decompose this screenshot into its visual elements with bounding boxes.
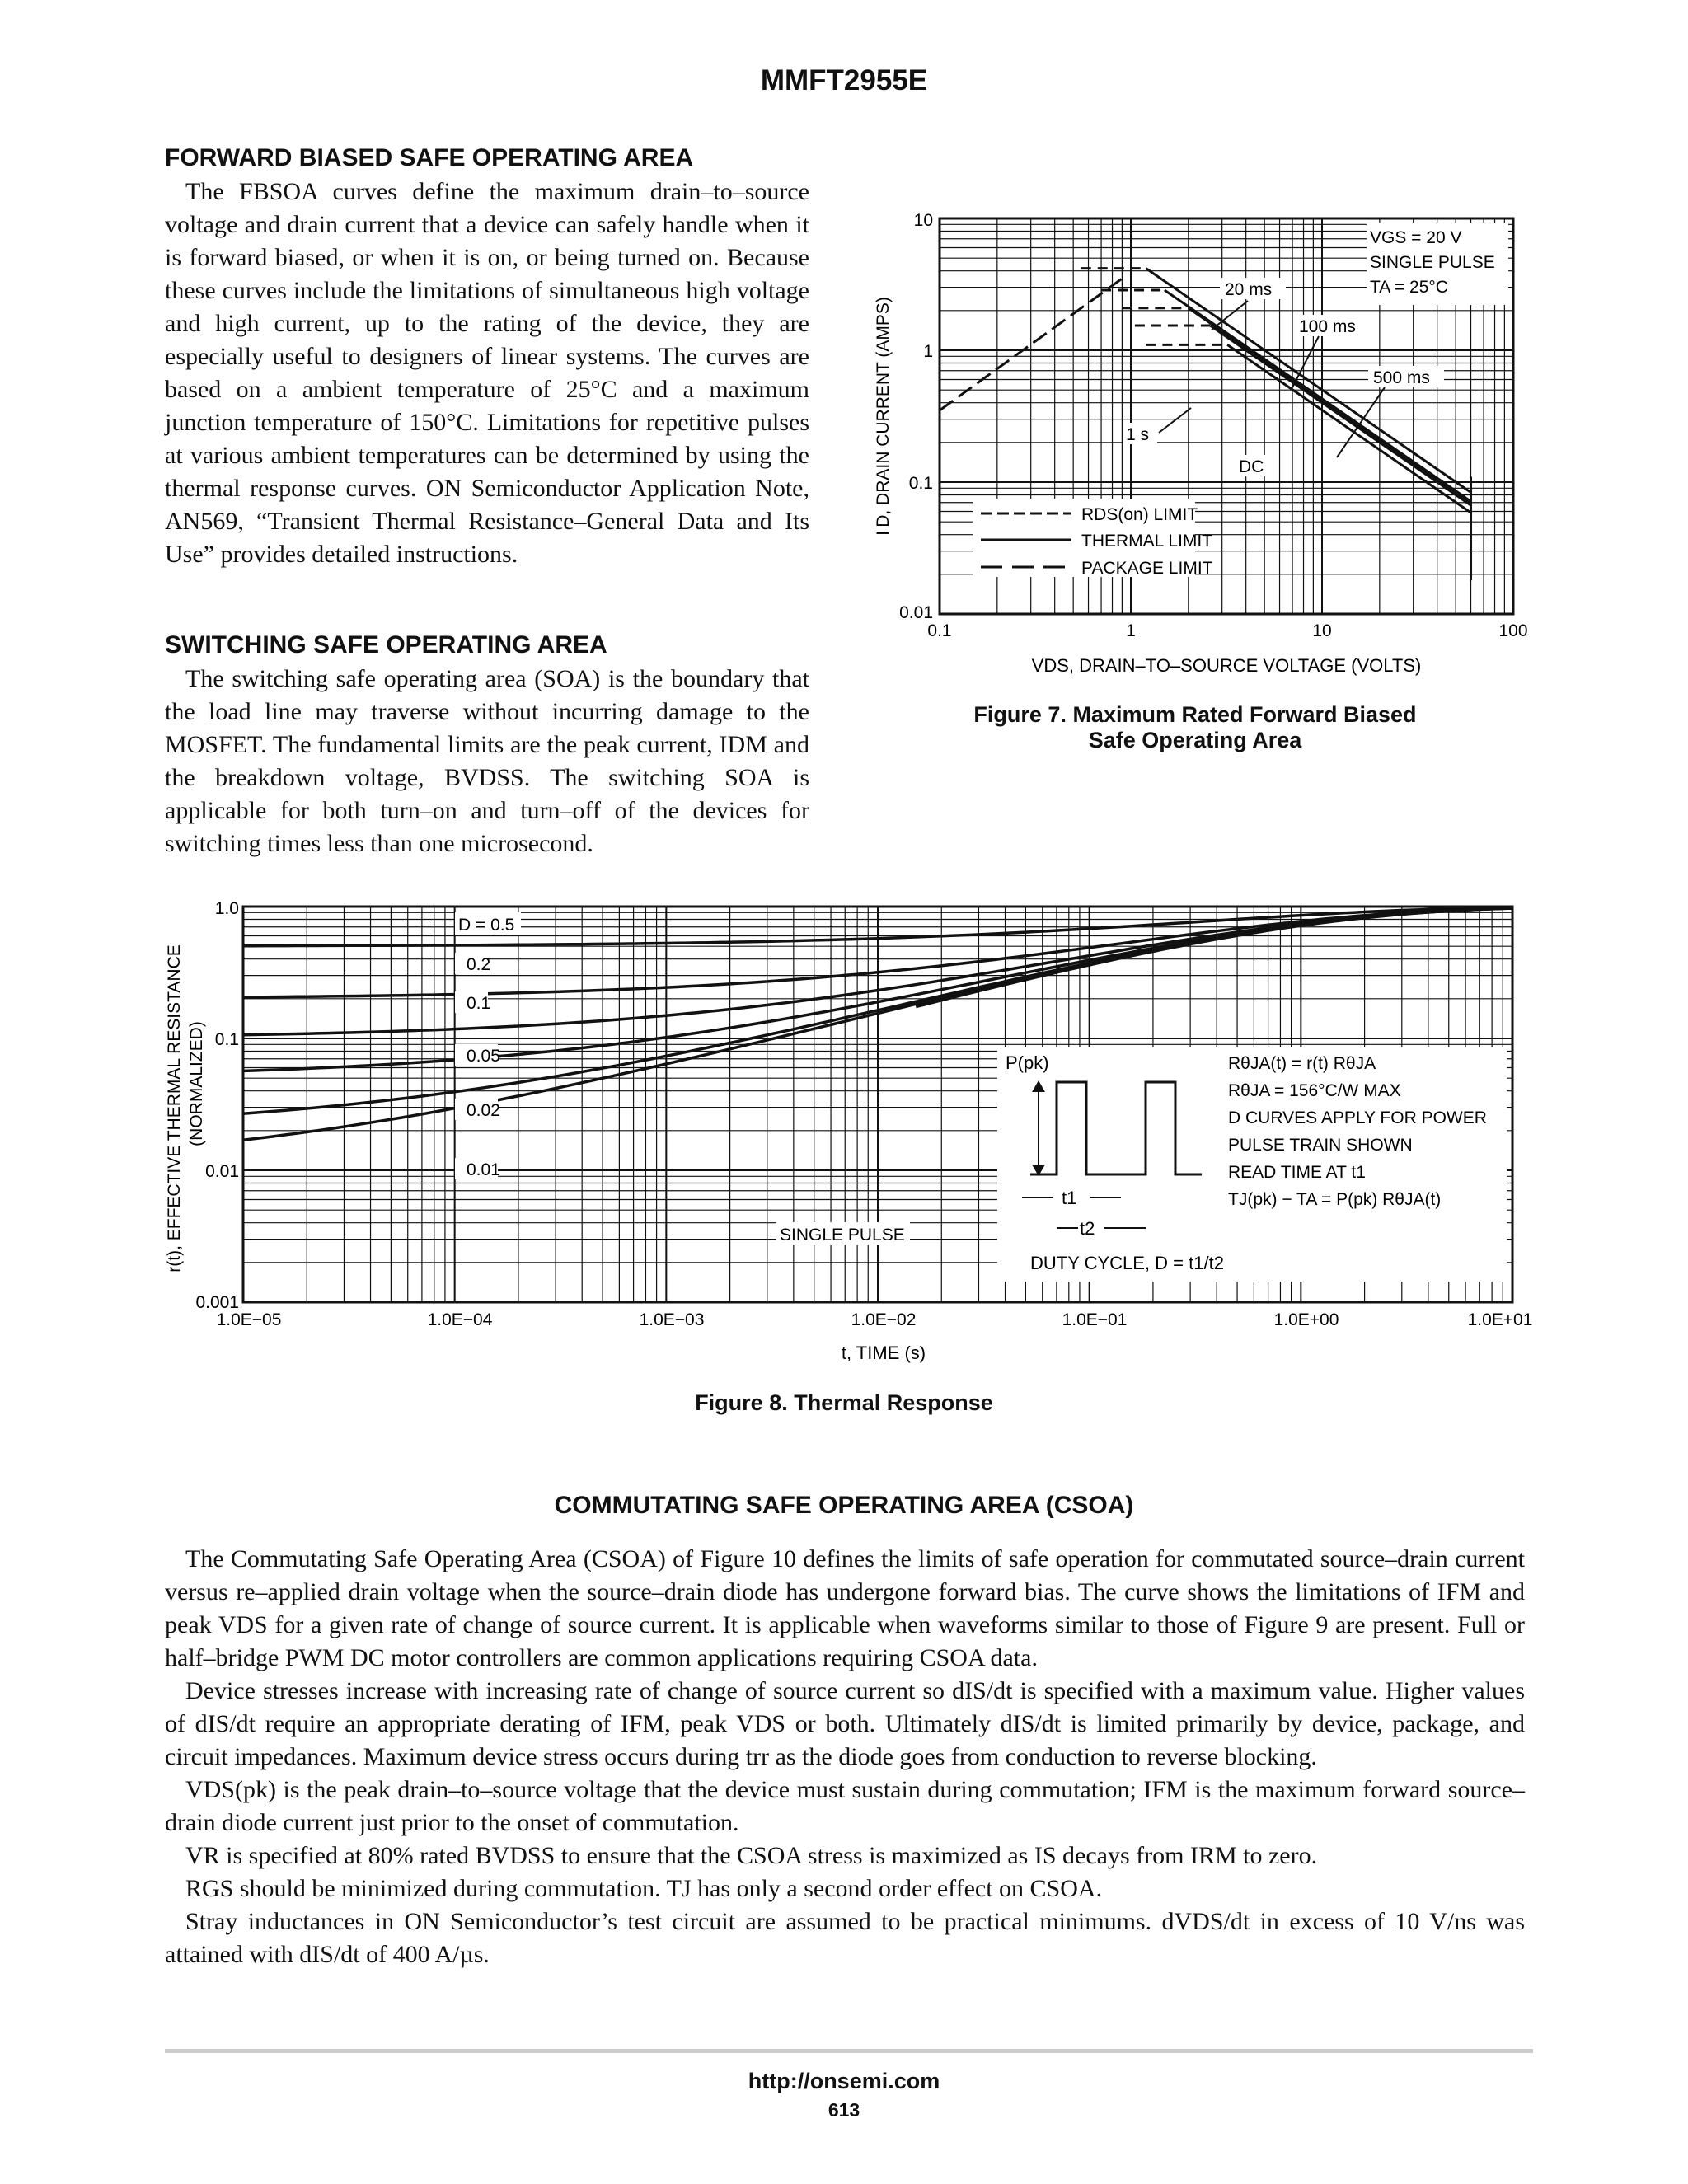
fig7-caption-line2: Safe Operating Area <box>1088 728 1302 752</box>
csoa-body <box>165 1543 1525 1971</box>
fbsoa-xlabel: VDS, DRAIN–TO–SOURCE VOLTAGE (VOLTS) <box>1031 655 1422 676</box>
fbsoa-label-20ms: 20 ms <box>1225 280 1273 299</box>
fbsoa-cond-pulse: SINGLE PULSE <box>1370 253 1495 272</box>
fig8-caption: Figure 8. Thermal Response <box>695 1390 993 1415</box>
inset-t2-label: t2 <box>1080 1218 1095 1239</box>
thermal-xlabel: t, TIME (s) <box>841 1343 926 1363</box>
ssoa-heading: SWITCHING SAFE OPERATING AREA <box>165 631 607 658</box>
fbsoa-xtick: 10 <box>1312 621 1332 640</box>
fbsoa-label-1s: 1 s <box>1126 425 1150 444</box>
thermal-ytick: 0.1 <box>214 1030 239 1049</box>
fbsoa-ylabel: I D, DRAIN CURRENT (AMPS) <box>874 297 893 536</box>
csoa-paragraph-4: VR is specified at 80% rated BVDSS to ensure that the CSOA stress is maximized as IS decays from IRM to zero. <box>185 1842 1318 1869</box>
fbsoa-label-dc: DC <box>1239 457 1264 476</box>
thermal-xtick: 1.0E−01 <box>1062 1310 1128 1329</box>
inset-note: RθJA = 156°C/W MAX <box>1228 1081 1401 1100</box>
footer-rule <box>165 2049 1533 2053</box>
thermal-xtick: 1.0E−05 <box>216 1310 282 1329</box>
inset-note: READ TIME AT t1 <box>1228 1163 1366 1182</box>
fbsoa-ytick: 10 <box>913 211 933 230</box>
inset-duty-cycle: DUTY CYCLE, D = t1/t2 <box>1030 1253 1224 1273</box>
fbsoa-label-500ms: 500 ms <box>1373 368 1430 387</box>
footer-url[interactable]: http://onsemi.com <box>748 2069 940 2093</box>
thermal-xtick: 1.0E−03 <box>639 1310 705 1329</box>
duty-label-single: SINGLE PULSE <box>780 1226 905 1244</box>
ssoa-body <box>165 663 809 860</box>
legend-thermal-label: THERMAL LIMIT <box>1081 532 1213 551</box>
fbsoa-xtick: 0.1 <box>927 621 952 640</box>
thermal-response-chart <box>157 894 1541 1372</box>
fbsoa-chart <box>857 198 1541 684</box>
fbsoa-body <box>165 176 809 571</box>
fbsoa-arrow-1s <box>1159 408 1191 433</box>
fbsoa-paragraph: The FBSOA curves define the maximum drain–to–source voltage and drain current that a device can safely handle when it is forward biased, or when it is on, or being turned on. Because these curves include the limitations of simultaneous high voltage and high current, up to the rating of the device, they are especially useful to designers of linear systems. The curves are based on a ambient temperature of 25°C and a maximum junction temperature of 150°C. Limitations for repetitive pulses at various ambient temperatures can be determined by using the thermal response curves. ON Semiconductor Application Note, AN569, “Transient Thermal Resistance–General Data and Its Use” provides detailed instructions. <box>165 178 809 568</box>
inset-note: TJ(pk) − TA = P(pk) RθJA(t) <box>1228 1190 1442 1209</box>
legend-rds-label: RDS(on) LIMIT <box>1081 505 1198 524</box>
fbsoa-cond-vgs: VGS = 20 V <box>1370 228 1462 247</box>
duty-label: 0.05 <box>467 1047 500 1066</box>
thermal-xtick: 1.0E−04 <box>427 1310 493 1329</box>
thermal-ytick: 1.0 <box>214 899 239 918</box>
legend-package-label: PACKAGE LIMIT <box>1081 559 1213 578</box>
thermal-xtick: 1.0E+00 <box>1273 1310 1339 1329</box>
fbsoa-ytick: 0.01 <box>899 603 933 622</box>
csoa-paragraph-5: RGS should be minimized during commutation. TJ has only a second order effect on CSOA. <box>185 1875 1103 1902</box>
page-title: MMFT2955E <box>760 64 928 96</box>
thermal-ylabel-2: (NORMALIZED) <box>187 1021 206 1146</box>
csoa-paragraph-1: The Commutating Safe Operating Area (CSOA) of Figure 10 defines the limits of safe operation for commutated source–drain current versus re–applied drain voltage when the source–drain diode has undergone forward bias. The curve shows the limitations of IFM and peak VDS for a given rate of change of source current. It is applicable when waveforms similar to those of Figure 9 are present. Full or half–bridge PWM DC motor controllers are common applications requiring CSOA data. <box>165 1545 1525 1671</box>
page-number: 613 <box>828 2099 860 2121</box>
duty-label: 0.02 <box>467 1101 500 1120</box>
inset-t1-label: t1 <box>1062 1188 1077 1208</box>
csoa-paragraph-3: VDS(pk) is the peak drain–to–source voltage that the device must sustain during commutation; IFM is the maximum forward source–drain diode current just prior to the onset of commutation. <box>165 1776 1525 1836</box>
thermal-xtick: 1.0E−02 <box>851 1310 917 1329</box>
thermal-ytick: 0.001 <box>195 1293 239 1312</box>
duty-label: 0.01 <box>467 1160 500 1179</box>
fbsoa-xtick: 1 <box>1126 621 1136 640</box>
inset-note: RθJA(t) = r(t) RθJA <box>1228 1054 1376 1073</box>
ssoa-paragraph: The switching safe operating area (SOA) is the boundary that the load line may traverse without incurring damage to the MOSFET. The fundamental limits are the peak current, IDM and the breakdown voltage, BVDSS. The switching SOA is applicable for both turn–on and turn–off of the devices for switching times less than one microsecond. <box>165 665 809 857</box>
fbsoa-cond-ta: TA = 25°C <box>1370 278 1448 297</box>
fig7-caption <box>890 702 1500 753</box>
fbsoa-xtick: 100 <box>1498 621 1528 640</box>
duty-label: 0.1 <box>467 994 491 1013</box>
fbsoa-ytick: 0.1 <box>908 474 933 493</box>
inset-ppk-label: P(pk) <box>1006 1052 1049 1073</box>
thermal-xtick: 1.0E+01 <box>1467 1310 1533 1329</box>
fbsoa-ytick: 1 <box>923 342 933 361</box>
csoa-heading: COMMUTATING SAFE OPERATING AREA (CSOA) <box>554 1492 1134 1519</box>
fbsoa-label-100ms: 100 ms <box>1299 317 1356 336</box>
inset-note: PULSE TRAIN SHOWN <box>1228 1136 1413 1155</box>
thermal-ylabel-1: r(t), EFFECTIVE THERMAL RESISTANCE <box>165 944 184 1272</box>
csoa-paragraph-2: Device stresses increase with increasing rate of change of source current so dIS/dt is specified with a maximum value. Higher values of dIS/dt require an appropriate derating of IFM, peak VDS or both. Ultimately dIS/dt is limited primarily by device, package, and circuit impedances. Maximum device stress occurs during trr as the diode goes from conduction to reverse blocking. <box>165 1677 1525 1770</box>
thermal-limit-curve <box>1210 326 1470 505</box>
duty-label: 0.2 <box>467 955 491 974</box>
thermal-limit-curve <box>1189 308 1471 503</box>
thermal-ytick: 0.01 <box>205 1162 239 1181</box>
fig7-caption-line1: Figure 7. Maximum Rated Forward Biased <box>973 702 1417 727</box>
duty-label: D = 0.5 <box>458 916 515 935</box>
csoa-paragraph-6: Stray inductances in ON Semiconductor’s test circuit are assumed to be practical minimums. dVDS/dt in excess of 10 V/ns was attained with dIS/dt of 400 A/µs. <box>165 1908 1525 1968</box>
inset-note: D CURVES APPLY FOR POWER <box>1228 1108 1487 1127</box>
fbsoa-heading: FORWARD BIASED SAFE OPERATING AREA <box>165 144 694 171</box>
